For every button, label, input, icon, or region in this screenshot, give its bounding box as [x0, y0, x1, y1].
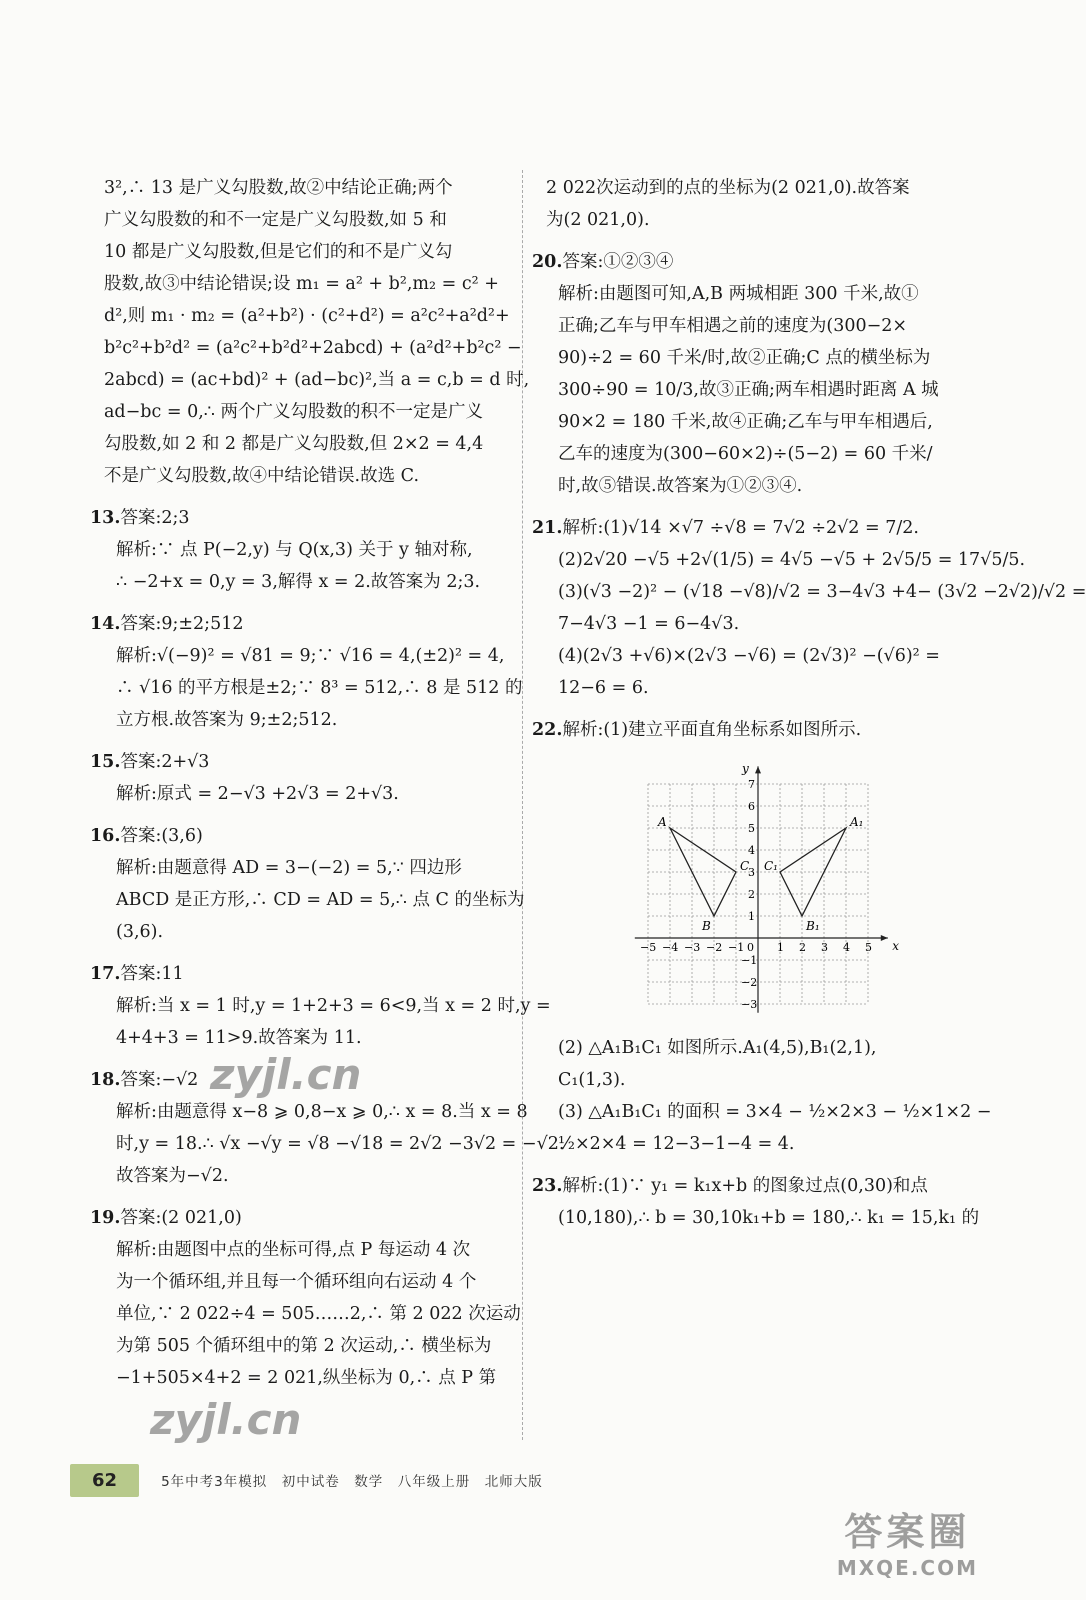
text-line: 单位,∵ 2 022÷4 = 505……2,∴ 第 2 022 次运动: [116, 1304, 521, 1324]
answer-line: [90, 1202, 515, 1234]
answer-text: 答案:−√2: [120, 1070, 199, 1090]
question-number: 17.: [90, 964, 121, 984]
text-line: 解析:当 x = 1 时,y = 1+2+3 = 6<9,当 x = 2 时,y =: [116, 996, 551, 1016]
y-tick-label: −1: [741, 954, 758, 967]
right-column: [532, 172, 1086, 1234]
question-16: [90, 820, 525, 948]
answer-text: 解析:(1)∵ y₁ = k₁x+b 的图象过点(0,30)和点: [562, 1176, 928, 1196]
text-line: 3²,∴ 13 是广义勾股数,故②中结论正确;两个: [104, 178, 453, 198]
text-line: ABCD 是正方形,∴ CD = AD = 5,∴ 点 C 的坐标为: [116, 890, 525, 910]
vertex-label: C₁: [764, 859, 778, 873]
spacer: [90, 598, 515, 608]
y-tick-label: 7: [748, 778, 755, 791]
text-line: 10 都是广义勾股数,但是它们的和不是广义勾: [104, 242, 453, 262]
answer-text: 答案:11: [120, 964, 184, 984]
text-line: 90×2 = 180 千米,故④正确;乙车与甲车相遇后,: [558, 412, 933, 432]
text-line: −1+505×4+2 = 2 021,纵坐标为 0,∴ 点 P 第: [116, 1368, 497, 1388]
text-line: 乙车的速度为(300−60×2)÷(5−2) = 60 千米/: [558, 444, 933, 464]
answer-line: [532, 512, 980, 544]
text-line: (3)(√3 −2)² − (√18 −√8)/√2 = 3−4√3 +4− (3√2 −2√2)/√2 =: [558, 582, 1086, 602]
vertex-label: A₁: [850, 815, 864, 829]
spacer: [90, 736, 515, 746]
text-line: 解析:由题意得 x−8 ⩾ 0,8−x ⩾ 0,∴ x = 8.当 x = 8: [116, 1102, 528, 1122]
y-tick-label: 1: [748, 910, 755, 923]
text-line: ∴ −2+x = 0,y = 3,解得 x = 2.故答案为 2;3.: [116, 572, 481, 592]
coordinate-graph: [628, 750, 898, 1015]
triangle-abc: [670, 828, 736, 916]
text-line: 7−4√3 −1 = 6−4√3.: [558, 614, 740, 634]
answer-line: [90, 502, 515, 534]
question-number: 15.: [90, 752, 121, 772]
answer-line: [532, 246, 980, 278]
text-line: 解析:∵ 点 P(−2,y) 与 Q(x,3) 关于 y 轴对称,: [116, 540, 473, 560]
text-line: 解析:原式 = 2−√3 +2√3 = 2+√3.: [116, 784, 399, 804]
x-tick-label: −1: [728, 941, 745, 954]
answer-line: [532, 1170, 980, 1202]
text-line: 故答案为−√2.: [116, 1166, 229, 1186]
question-22: [532, 714, 992, 1160]
y-tick-label: −2: [741, 976, 758, 989]
y-axis-arrow: [755, 766, 761, 773]
question-19: [90, 1202, 521, 1394]
question-number: 23.: [532, 1176, 563, 1196]
text-line: (2)2√20 −√5 +2√(1/5) = 4√5 −√5 + 2√5/5 = 17√5/5.: [558, 550, 1026, 570]
x-tick-label: −3: [684, 941, 701, 954]
text-line: 300÷90 = 10/3,故③正确;两车相遇时距离 A 城: [558, 380, 939, 400]
y-tick-label: 4: [748, 844, 755, 857]
answer-text: 解析:(1)建立平面直角坐标系如图所示.: [562, 720, 862, 740]
text-line: 解析:由题意得 AD = 3−(−2) = 5,∵ 四边形: [116, 858, 462, 878]
text-line: 4+4+3 = 11>9.故答案为 11.: [116, 1028, 362, 1048]
answer-line: [90, 608, 515, 640]
y-tick-label: 5: [748, 822, 755, 835]
spacer: [532, 502, 980, 512]
text-line: ½×2×4 = 12−3−1−4 = 4.: [558, 1134, 795, 1154]
x-axis-label: x: [892, 939, 899, 953]
text-line: (10,180),∴ b = 30,10k₁+b = 180,∴ k₁ = 15,k₁ 的: [558, 1208, 980, 1228]
y-tick-label: 6: [748, 800, 755, 813]
x-tick-label: 4: [843, 941, 850, 954]
x-tick-label: 0: [747, 941, 754, 954]
text-line: 解析:由题图中点的坐标可得,点 P 每运动 4 次: [116, 1240, 471, 1260]
text-line: 时,y = 18.∴ √x −√y = √8 −√18 = 2√2 −3√2 = −√2.: [116, 1134, 565, 1154]
answer-line: [90, 746, 515, 778]
answer-text: 答案:①②③④: [562, 252, 674, 272]
x-tick-label: 2: [799, 941, 806, 954]
text-line: 为一个循环组,并且每一个循环组向右运动 4 个: [116, 1272, 477, 1292]
x-tick-label: 1: [777, 941, 784, 954]
text-line: 立方根.故答案为 9;±2;512.: [116, 710, 338, 730]
text-line: 时,故⑤错误.故答案为①②③④.: [558, 476, 803, 496]
answer-text: 答案:2+√3: [120, 752, 210, 772]
spacer: [532, 1160, 980, 1170]
spacer: [90, 1192, 515, 1202]
question-number: 21.: [532, 518, 563, 538]
logo-title: 答案圈: [844, 1510, 971, 1554]
question-23: [532, 1170, 980, 1234]
continued-text: [532, 172, 980, 236]
text-line: 不是广义勾股数,故④中结论错误.故选 C.: [104, 466, 420, 486]
text-line: (2) △A₁B₁C₁ 如图所示.A₁(4,5),B₁(2,1),: [558, 1038, 877, 1058]
text-line: 2 022次运动到的点的坐标为(2 021,0).故答案: [546, 178, 910, 198]
text-line: 解析:由题图可知,A,B 两城相距 300 千米,故①: [558, 284, 919, 304]
vertex-label: A: [658, 815, 667, 829]
vertex-label: C: [740, 859, 750, 873]
y-axis-label: y: [742, 761, 749, 776]
text-line: 勾股数,如 2 和 2 都是广义勾股数,但 2×2 = 4,4: [104, 434, 484, 454]
question-17: [90, 958, 551, 1054]
question-14: [90, 608, 523, 736]
watermark-site-bottom: zyjl.cn: [150, 1395, 302, 1444]
text-line: 12−6 = 6.: [558, 678, 649, 698]
question-number: 13.: [90, 508, 121, 528]
question-20: [532, 246, 980, 502]
text-line: ad−bc = 0,∴ 两个广义勾股数的积不一定是广义: [104, 402, 483, 422]
answer-text: 答案:9;±2;512: [120, 614, 244, 634]
text-line: (3,6).: [116, 922, 164, 942]
question-number: 14.: [90, 614, 121, 634]
text-line: 股数,故③中结论错误;设 m₁ = a² + b²,m₂ = c² +: [104, 274, 499, 294]
text-line: 为第 505 个循环组中的第 2 次运动,∴ 横坐标为: [116, 1336, 492, 1356]
spacer: [532, 704, 980, 714]
spacer: [532, 236, 980, 246]
y-tick-label: −3: [741, 998, 758, 1011]
text-line: d²,则 m₁ · m₂ = (a²+b²) · (c²+d²) = a²c²+a²d²+: [104, 306, 510, 326]
text-line: C₁(1,3).: [558, 1070, 626, 1090]
vertex-label: B: [702, 919, 711, 933]
x-tick-label: −4: [662, 941, 679, 954]
x-tick-label: −5: [640, 941, 657, 954]
logo-domain: MXQE.COM: [836, 1556, 978, 1580]
watermark-site: zyjl.cn: [210, 1050, 362, 1099]
x-tick-label: 3: [821, 941, 828, 954]
continued-text: [90, 172, 530, 492]
text-line: (3) △A₁B₁C₁ 的面积 = 3×4 − ½×2×3 − ½×1×2 −: [558, 1102, 992, 1122]
text-line: (4)(2√3 +√6)×(2√3 −√6) = (2√3)² −(√6)² =: [558, 646, 940, 666]
question-15: [90, 746, 515, 810]
answer-line: [90, 820, 515, 852]
answer-text: 答案:2;3: [120, 508, 190, 528]
vertex-label: B₁: [806, 919, 820, 933]
x-tick-label: −2: [706, 941, 723, 954]
answer-text: 答案:(2 021,0): [120, 1208, 242, 1228]
question-21: [532, 512, 1086, 704]
y-tick-label: 3: [748, 866, 755, 879]
spacer: [90, 492, 515, 502]
answer-line: [90, 958, 515, 990]
spacer: [90, 948, 515, 958]
page-footer: [70, 1460, 543, 1500]
question-number: 18.: [90, 1070, 121, 1090]
question-number: 19.: [90, 1208, 121, 1228]
text-line: 解析:√(−9)² = √81 = 9;∵ √16 = 4,(±2)² = 4,: [116, 646, 505, 666]
text-line: b²c²+b²d² = (a²c²+b²d²+2abcd) + (a²d²+b²c² −: [104, 338, 522, 358]
question-number: 16.: [90, 826, 121, 846]
answer-text: 解析:(1)√14 ×√7 ÷√8 = 7√2 ÷2√2 = 7/2.: [562, 518, 919, 538]
column-divider: [522, 170, 523, 1440]
question-number: 20.: [532, 252, 563, 272]
text-line: 2abcd) = (ac+bd)² + (ad−bc)²,当 a = c,b = d 时,: [104, 370, 530, 390]
watermark-logo: [837, 1501, 978, 1580]
graph-container: [628, 750, 980, 1026]
series-title: 5年中考3年模拟 初中试卷 数学 八年级上册 北师大版: [161, 1474, 543, 1490]
left-column: [90, 172, 565, 1394]
y-tick-label: 2: [748, 888, 755, 901]
x-tick-label: 5: [865, 941, 872, 954]
text-line: 90)÷2 = 60 千米/时,故②正确;C 点的横坐标为: [558, 348, 931, 368]
question-number: 22.: [532, 720, 563, 740]
text-line: 正确;乙车与甲车相遇之前的速度为(300−2×: [558, 316, 908, 336]
spacer: [90, 810, 515, 820]
answer-line: [532, 714, 980, 746]
text-line: 为(2 021,0).: [546, 210, 650, 230]
page-number: 62: [70, 1464, 139, 1497]
x-axis-arrow: [881, 935, 888, 941]
text-line: ∴ √16 的平方根是±2;∵ 8³ = 512,∴ 8 是 512 的: [116, 678, 523, 698]
text-line: 广义勾股数的和不一定是广义勾股数,如 5 和: [104, 210, 447, 230]
answer-text: 答案:(3,6): [120, 826, 203, 846]
question-13: [90, 502, 515, 598]
